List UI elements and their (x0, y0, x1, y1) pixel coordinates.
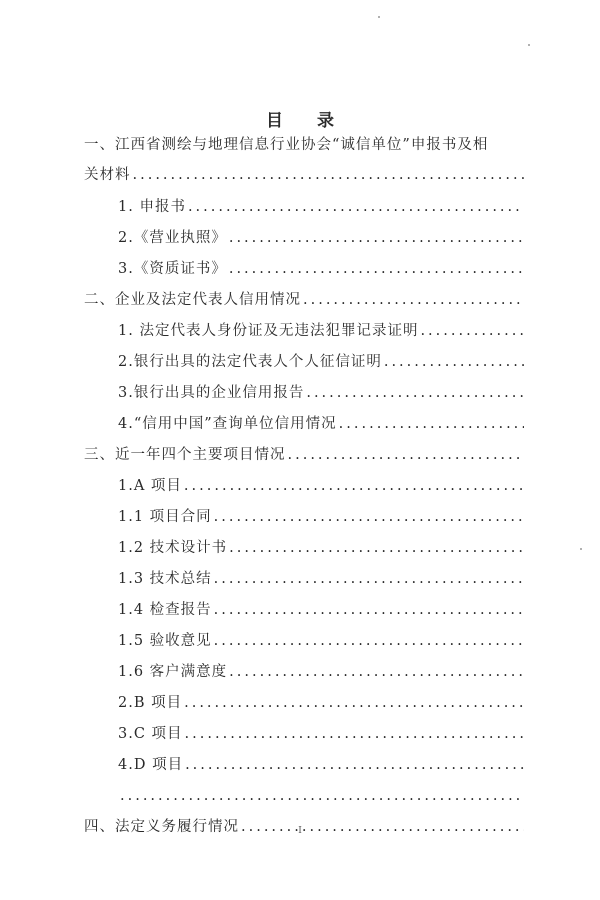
toc-entry (118, 504, 524, 530)
toc-entry (118, 349, 524, 375)
scan-speck (528, 44, 530, 46)
toc-entry (118, 535, 524, 561)
toc-entry (118, 194, 524, 220)
toc-entry (118, 628, 524, 654)
toc-leader-dots (229, 256, 524, 282)
toc-leader-dots (229, 659, 524, 685)
toc-entry-text: 4.“信用中国”查询单位信用情况 (118, 416, 337, 432)
toc-leader-dots (188, 194, 524, 220)
toc-entry (84, 132, 524, 158)
toc-entry-text: 四、法定义务履行情况 (84, 819, 239, 835)
toc-entry (84, 162, 524, 188)
toc-entry-text: 关材料 (84, 167, 131, 183)
toc-entry-text: 1.2 技术设计书 (118, 540, 228, 556)
toc-entry (118, 225, 524, 251)
toc-entry (118, 752, 524, 778)
toc-leader-dots (420, 318, 524, 344)
toc-entry-text: 1.3 技术总结 (118, 571, 212, 587)
toc-entry (118, 566, 524, 592)
toc-entry-text: 1.1 项目合同 (118, 509, 212, 525)
toc-entry-text: 1.6 客户满意度 (118, 664, 228, 680)
toc-leader-dots (184, 473, 524, 499)
toc-entry (118, 380, 524, 406)
toc-entry-text: 1.4 检查报告 (118, 602, 212, 618)
toc-entry-text: 1. 法定代表人身份证及无违法犯罪记录证明 (118, 323, 419, 339)
toc-entry-text: 一、江西省测绘与地理信息行业协会“诚信单位”申报书及相 (84, 137, 489, 153)
toc-entry-text: 4.D 项目 (118, 757, 184, 773)
toc-entry (118, 690, 524, 716)
toc-entry-text: 2.《营业执照》 (118, 230, 227, 246)
toc-leader-dots (229, 225, 524, 251)
toc-entry-text: 2.银行出具的法定代表人个人征信证明 (118, 354, 382, 370)
toc-entry-text: 3.银行出具的企业信用报告 (118, 385, 305, 401)
toc-leader-dots (120, 783, 524, 809)
toc-entry-text: 二、企业及法定代表人信用情况 (84, 292, 301, 308)
toc-entry (84, 442, 524, 468)
toc-leader-dots (306, 380, 524, 406)
toc-leader-dots (184, 690, 524, 716)
toc-entry (118, 783, 524, 809)
toc-leader-dots (214, 504, 524, 530)
toc-entry-text: 1.A 项目 (118, 478, 182, 494)
toc-leader-dots (214, 628, 524, 654)
toc-entry-text: 1.5 验收意见 (118, 633, 212, 649)
toc-entry (118, 659, 524, 685)
toc-leader-dots (384, 349, 524, 375)
scan-speck (580, 548, 582, 550)
toc-entry (118, 597, 524, 623)
toc-entry (118, 721, 524, 747)
toc-entry-text: 三、近一年四个主要项目情况 (84, 447, 286, 463)
toc-leader-dots (229, 535, 524, 561)
toc-leader-dots (303, 287, 524, 313)
toc-entry-text: 2.B 项目 (118, 695, 183, 711)
toc-entry (118, 256, 524, 282)
toc-leader-dots (133, 162, 525, 188)
toc-entry (118, 473, 524, 499)
toc-leader-dots (339, 411, 524, 437)
toc-entry (118, 411, 524, 437)
toc-entry (118, 318, 524, 344)
toc-leader-dots (214, 597, 524, 623)
toc-entry-text: 1. 申报书 (118, 199, 186, 215)
toc-entry-text: 3.C 项目 (118, 726, 183, 742)
scan-speck (378, 16, 380, 18)
toc-entry (84, 287, 524, 313)
toc-leader-dots (214, 566, 524, 592)
toc-leader-dots (185, 752, 524, 778)
page-number: I (298, 826, 302, 836)
toc-title: 目 录 (266, 111, 348, 131)
toc-leader-dots (185, 721, 524, 747)
toc-entry-text: 3.《资质证书》 (118, 261, 227, 277)
toc-leader-dots (288, 442, 525, 468)
